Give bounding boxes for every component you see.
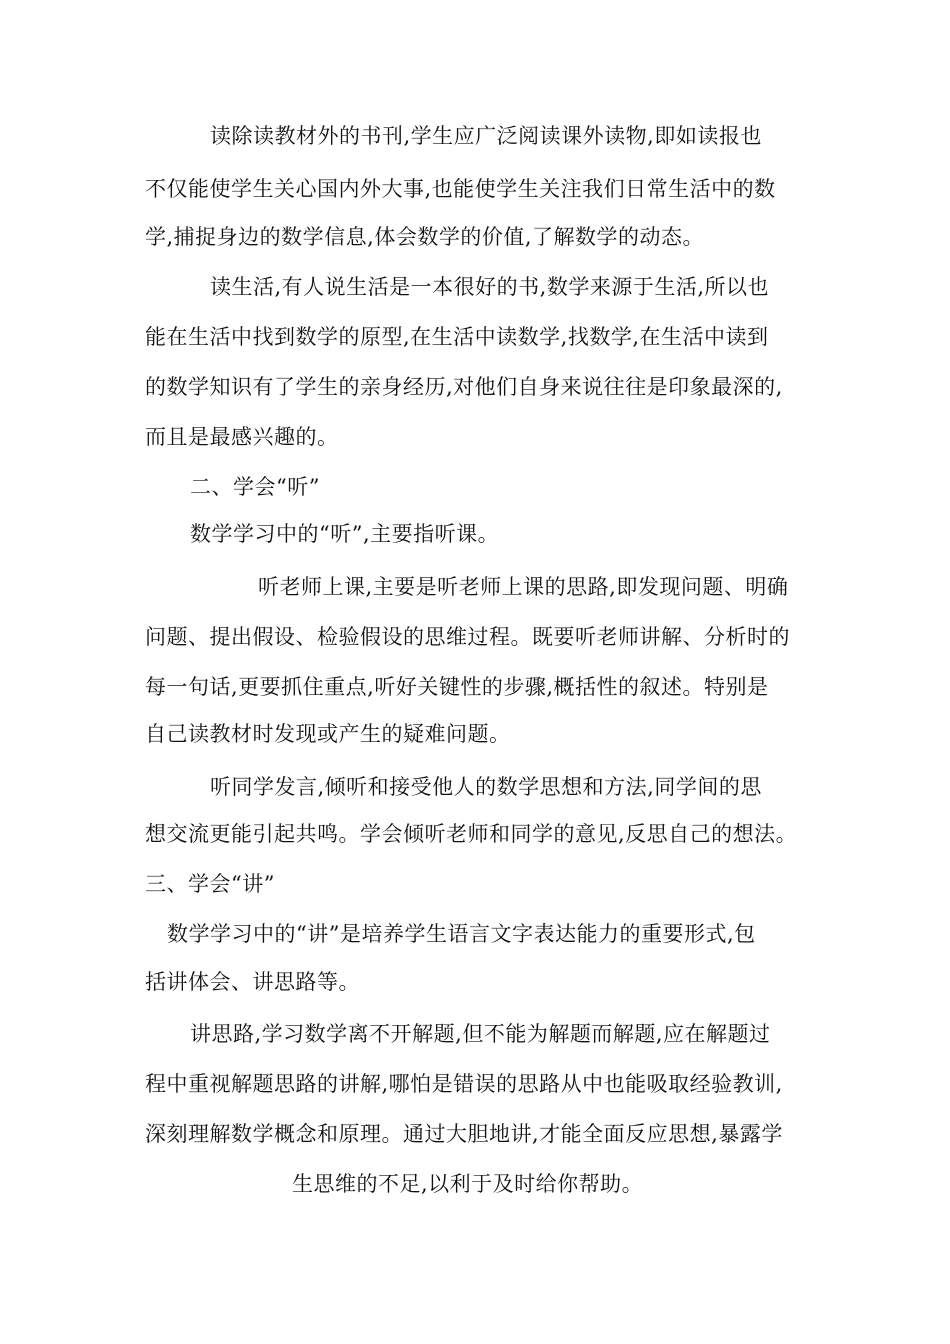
section-heading-listen: 二、学会“听” <box>190 475 320 499</box>
text-line-12: 每一句话,更要抓住重点,听好关键性的步骤,概括性的叙述。特别是 <box>145 675 769 699</box>
text-line-1: 读除读教材外的书刊,学生应广泛阅读课外读物,即如读报也 <box>210 124 762 148</box>
text-line-11: 问题、提出假设、检验假设的思维过程。既要听老师讲解、分析时的 <box>145 625 790 649</box>
text-line-7: 而且是最感兴趣的。 <box>145 425 339 449</box>
text-line-20: 程中重视解题思路的讲解,哪怕是错误的思路从中也能吸取经验教训, <box>145 1072 783 1096</box>
text-line-4: 读生活,有人说生活是一本很好的书,数学来源于生活,所以也 <box>210 275 770 299</box>
text-line-2: 不仅能使学生关心国内外大事,也能使学生关注我们日常生活中的数 <box>145 177 776 201</box>
section-heading-speak: 三、学会“讲” <box>145 872 275 896</box>
text-line-19: 讲思路,学习数学离不开解题,但不能为解题而解题,应在解题过 <box>190 1022 771 1046</box>
text-line-3: 学,捕捉身边的数学信息,体会数学的价值,了解数学的动态。 <box>145 225 705 249</box>
text-line-18: 括讲体会、讲思路等。 <box>145 970 360 994</box>
text-line-15: 想交流更能引起共鸣。学会倾听老师和同学的意见,反思自己的想法。 <box>145 822 798 846</box>
text-line-21: 深刻理解数学概念和原理。通过大胆地讲,才能全面反应思想,暴露学 <box>145 1122 783 1146</box>
text-line-9: 数学学习中的“听”,主要指听课。 <box>190 522 500 546</box>
text-line-13: 自己读教材时发现或产生的疑难问题。 <box>145 722 511 746</box>
text-line-17: 数学学习中的“讲”是培养学生语言文字表达能力的重要形式,包 <box>167 922 756 946</box>
text-line-14: 听同学发言,倾听和接受他人的数学思想和方法,同学间的思 <box>210 775 762 799</box>
text-line-10: 听老师上课,主要是听老师上课的思路,即发现问题、明确 <box>258 575 789 599</box>
text-line-5: 能在生活中找到数学的原型,在生活中读数学,找数学,在生活中读到 <box>145 325 769 349</box>
text-line-6: 的数学知识有了学生的亲身经历,对他们自身来说往往是印象最深的, <box>145 375 783 399</box>
text-line-22: 生思维的不足,以利于及时给你帮助。 <box>292 1172 644 1196</box>
